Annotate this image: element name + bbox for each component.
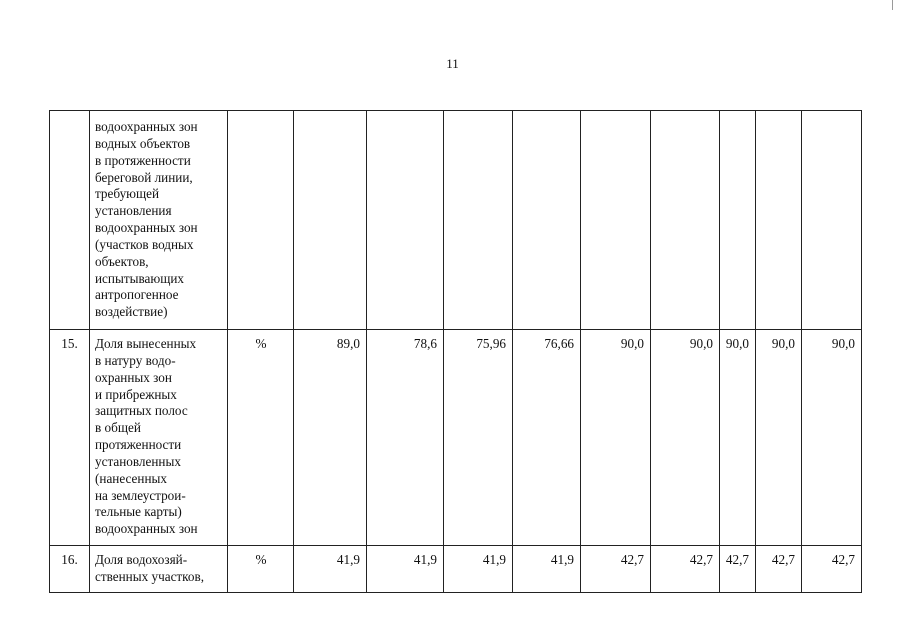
- value-cell: 42,7: [802, 546, 862, 593]
- value-cell: 41,9: [513, 546, 581, 593]
- value-cell: [513, 111, 581, 330]
- row-number: [50, 111, 90, 330]
- table-row: [50, 546, 862, 593]
- value-cell: [720, 111, 756, 330]
- value-cell: 42,7: [720, 546, 756, 593]
- value-cell: 90,0: [581, 330, 651, 546]
- indicator-name: водоохранных зон водных объектов в протяженности береговой линии, требующей установления водоохранных зон (участков водных объектов, испытывающих антропогенное воздействие): [90, 111, 228, 330]
- value-cell: 75,96: [444, 330, 513, 546]
- unit-cell: [228, 111, 294, 330]
- value-cell: 41,9: [367, 546, 444, 593]
- row-number: 16.: [50, 546, 90, 593]
- value-cell: 42,7: [756, 546, 802, 593]
- unit-cell: %: [228, 546, 294, 593]
- value-cell: [581, 111, 651, 330]
- value-cell: 76,66: [513, 330, 581, 546]
- value-cell: 42,7: [581, 546, 651, 593]
- row-number: 15.: [50, 330, 90, 546]
- value-cell: 90,0: [756, 330, 802, 546]
- indicator-name: Доля водохозяй- ственных участков,: [90, 546, 228, 593]
- page-number: 11: [446, 56, 459, 71]
- value-cell: [651, 111, 720, 330]
- value-cell: [756, 111, 802, 330]
- table-row: [50, 330, 862, 546]
- value-cell: [294, 111, 367, 330]
- value-cell: 42,7: [651, 546, 720, 593]
- value-cell: 78,6: [367, 330, 444, 546]
- value-cell: 90,0: [720, 330, 756, 546]
- table-row: [50, 111, 862, 330]
- value-cell: 41,9: [444, 546, 513, 593]
- unit-cell: %: [228, 330, 294, 546]
- indicator-name: Доля вынесенных в натуру водо- охранных зон и прибрежных защитных полос в общей протяженности установленных (нанесенных на землеустрои- тельные карты) водоохранных зон: [90, 330, 228, 546]
- value-cell: [444, 111, 513, 330]
- value-cell: 89,0: [294, 330, 367, 546]
- value-cell: 90,0: [651, 330, 720, 546]
- margin-mark: [892, 0, 893, 10]
- value-cell: 90,0: [802, 330, 862, 546]
- value-cell: [367, 111, 444, 330]
- indicator-table: [49, 110, 862, 593]
- value-cell: [802, 111, 862, 330]
- value-cell: 41,9: [294, 546, 367, 593]
